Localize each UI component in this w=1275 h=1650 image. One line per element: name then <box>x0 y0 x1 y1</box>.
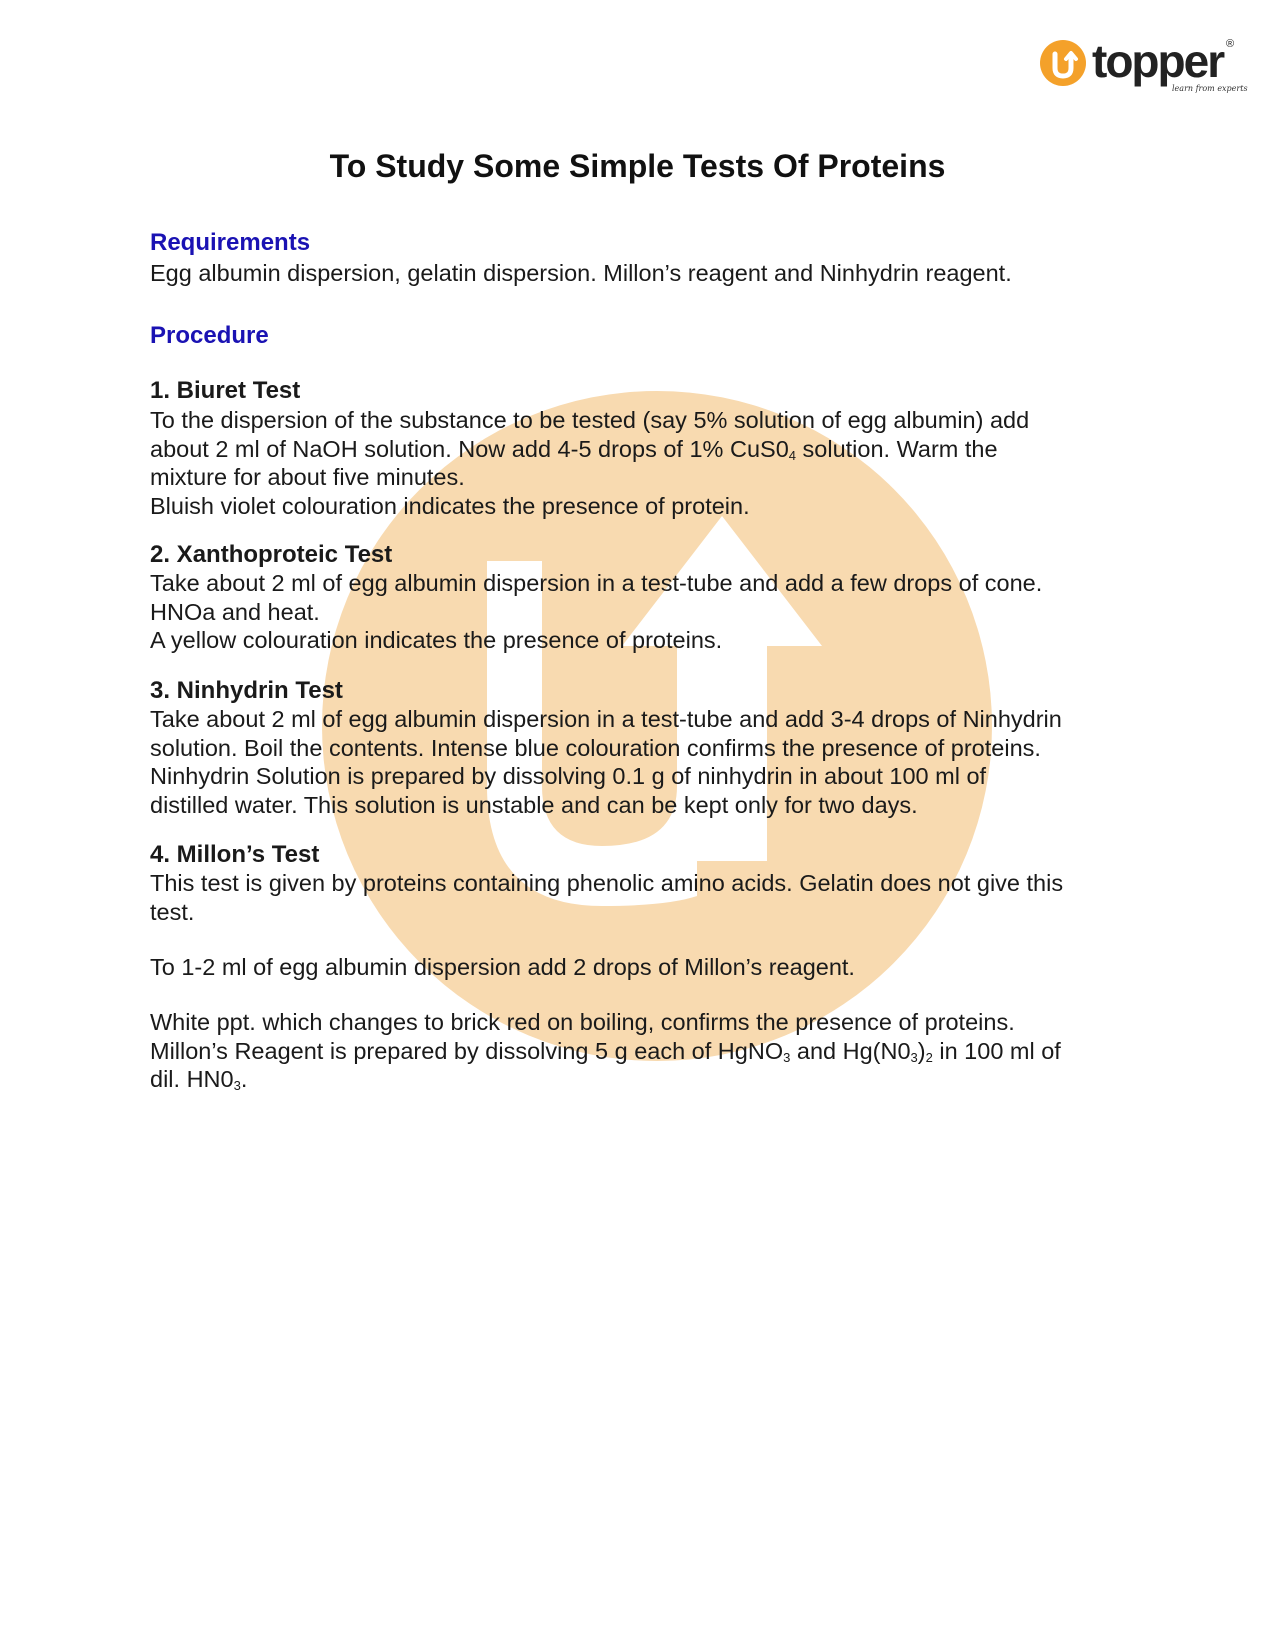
topper-logo <box>1040 35 1248 100</box>
text-line: about 2 ml of NaOH solution. Now add 4-5 drops of 1% $CuS0_4$ solution. Warm the <box>150 435 998 463</box>
text-line: Bluish violet colouration indicates the presence of protein. <box>150 492 750 519</box>
millons-test-intro <box>150 869 1140 926</box>
text-line: Millon’s Reagent is prepared by dissolving 5 g each of HgNO$_3$ and $Hg(N0_3)_2$ in 100 ml of <box>150 1037 1061 1065</box>
text-line: solution. Boil the contents. Intense blue colouration confirms the presence of proteins. <box>150 734 1041 761</box>
text-line: This test is given by proteins containing phenolic amino acids. Gelatin does not give this <box>150 870 1064 896</box>
millons-test-heading: 4. Millon’s Test <box>150 841 320 868</box>
text-line: mixture for about five minutes. <box>150 464 465 490</box>
ninhydrin-test-text <box>150 705 1140 819</box>
text-line: White ppt. which changes to brick red on boiling, confirms the presence of proteins. <box>150 1009 1015 1035</box>
biuret-test-text <box>150 406 1140 520</box>
page-title: To Study Some Simple Tests Of Proteins <box>329 148 946 184</box>
ninhydrin-test-heading: 3. Ninhydrin Test <box>150 677 343 704</box>
requirements-text: Egg albumin dispersion, gelatin dispersion. Millon’s reagent and Ninhydrin reagent. <box>150 260 1012 286</box>
text-line: A yellow colouration indicates the presence of proteins. <box>150 627 723 653</box>
millons-test-result <box>150 1008 1140 1094</box>
text-line: Take about 2 ml of egg albumin dispersion in a test-tube and add a few drops of cone. <box>150 570 1043 596</box>
registered-mark: ® <box>1226 38 1235 50</box>
xanthoproteic-test-heading: 2. Xanthoproteic Test <box>150 541 393 568</box>
text-line: HNOa and heat. <box>150 598 320 625</box>
biuret-test-heading: 1. Biuret Test <box>150 377 301 404</box>
requirements-heading: Requirements <box>150 229 311 256</box>
text-line: distilled water. This solution is unstable and can be kept only for two days. <box>150 791 918 818</box>
xanthoproteic-test-text <box>150 569 1140 655</box>
text-line: dil. $HN0_3$. <box>150 1066 248 1093</box>
procedure-heading: Procedure <box>150 322 269 349</box>
text-line: test. <box>150 898 195 925</box>
text-line: To the dispersion of the substance to be tested (say 5% solution of egg albumin) add <box>150 407 1030 433</box>
logo-tagline: learn from experts <box>1172 84 1248 93</box>
text-line: Take about 2 ml of egg albumin dispersion in a test-tube and add 3-4 drops of Ninhydrin <box>150 706 1062 732</box>
topper-logo-mark-icon <box>1040 40 1086 86</box>
logo-wordmark: topper <box>1092 35 1224 87</box>
millons-test-step: To 1-2 ml of egg albumin dispersion add 2 drops of Millon’s reagent. <box>150 954 855 980</box>
text-line: Ninhydrin Solution is prepared by dissolving 0.1 g of ninhydrin in about 100 ml of <box>150 763 987 789</box>
